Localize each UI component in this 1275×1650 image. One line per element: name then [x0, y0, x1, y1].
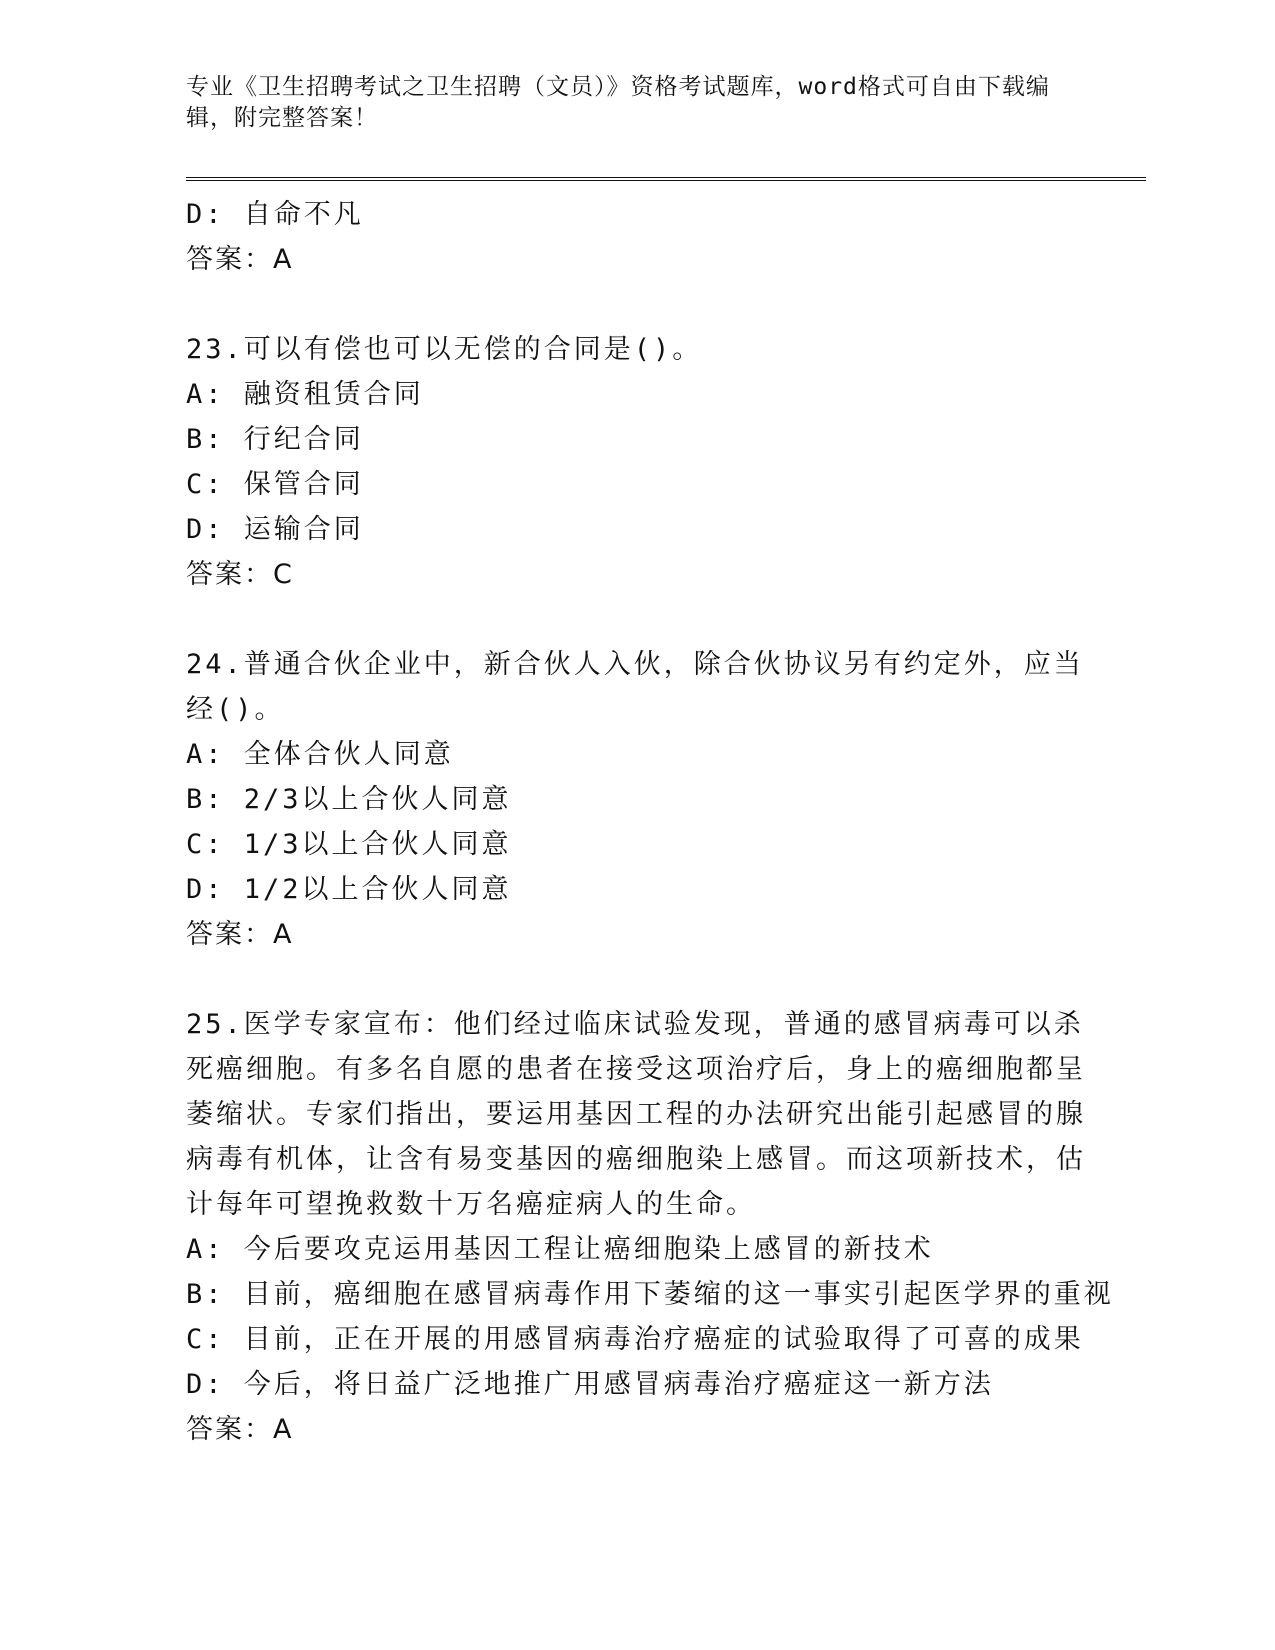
answer-line: 答案：A [186, 919, 294, 950]
question-stem: 24.普通合伙企业中，新合伙人入伙，除合伙协议另有约定外，应当经()。 [186, 649, 1084, 725]
option-b: B: 2/3以上合伙人同意 [186, 784, 512, 815]
option-c: C: 1/3以上合伙人同意 [186, 829, 512, 860]
question-stem: 25.医学专家宣布：他们经过临床试验发现，普通的感冒病毒可以杀死癌细胞。有多名自愿的患者在接受这项治疗后，身上的癌细胞都呈萎缩状。专家们指出，要运用基因工程的办法研究出能引起感冒的腺病毒有机体，让含有易变基因的癌细胞染上感冒。而这项新技术，估计每年可望挽救数十万名癌症病人的生命。 [186, 1009, 1086, 1220]
question-24 [186, 642, 1086, 957]
question-23 [186, 327, 1086, 597]
option-b: B: 行纪合同 [186, 424, 364, 455]
question-25 [186, 1002, 1114, 1452]
question-list [186, 192, 1114, 1452]
answer-line: 答案：C [186, 559, 294, 590]
option-a: A: 全体合伙人同意 [186, 739, 454, 770]
option-d: D: 1/2以上合伙人同意 [186, 874, 512, 905]
option-c: C: 目前，正在开展的用感冒病毒治疗癌症的试验取得了可喜的成果 [186, 1324, 1084, 1355]
answer-line: 答案：A [186, 1414, 294, 1445]
answer-line: 答案：A [186, 244, 294, 275]
document-header: 专业《卫生招聘考试之卫生招聘（文员）》资格考试题库，word格式可自由下载编辑，附完整答案！ [186, 74, 1050, 131]
option-c: C: 保管合同 [186, 469, 364, 500]
option-d: D: 运输合同 [186, 514, 364, 545]
option-d: D: 自命不凡 [186, 199, 364, 230]
question-stem: 23.可以有偿也可以无偿的合同是()。 [186, 334, 703, 365]
option-a: A: 融资租赁合同 [186, 379, 424, 410]
option-a: A: 今后要攻克运用基因工程让癌细胞染上感冒的新技术 [186, 1234, 934, 1265]
header-divider [186, 177, 1146, 181]
previous-question-tail [186, 192, 1086, 282]
option-d: D: 今后，将日益广泛地推广用感冒病毒治疗癌症这一新方法 [186, 1369, 994, 1400]
option-b: B: 目前，癌细胞在感冒病毒作用下萎缩的这一事实引起医学界的重视 [186, 1279, 1114, 1310]
